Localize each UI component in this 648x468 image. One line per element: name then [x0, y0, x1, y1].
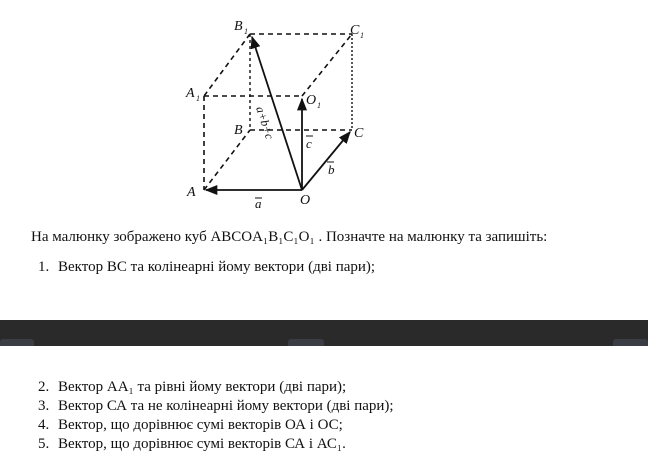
- task-text: Вектор АА₁ та рівні йому вектори (дві пари);: [58, 379, 347, 395]
- task-text: Вектор ВС та колінеарні йому вектори (дві пари);: [58, 259, 376, 275]
- label-o1-sub: 1: [317, 101, 321, 110]
- task-list-top: [38, 258, 375, 276]
- cube-figure: [170, 8, 390, 214]
- band-shape-right: [613, 339, 648, 346]
- edge-o1-c1: [302, 34, 352, 96]
- task-item-1: [38, 258, 375, 276]
- band-shape-left: [0, 339, 34, 346]
- cube-diagram: [170, 8, 390, 214]
- label-c: C: [354, 126, 364, 141]
- task-item-2: [38, 378, 394, 397]
- label-c1-sub: 1: [360, 31, 364, 40]
- dark-band: [0, 320, 648, 346]
- task-number: 4.: [38, 417, 50, 433]
- label-vector-a: a: [255, 196, 262, 211]
- task-number: 3.: [38, 398, 50, 414]
- label-o1: O: [306, 93, 317, 108]
- label-diagonal: a+b+c: [253, 104, 277, 141]
- task-text: Вектор, що дорівнює сумі векторів ОА і ОС;: [58, 417, 343, 433]
- label-b1-sub: 1: [244, 27, 248, 36]
- edge-a-b: [204, 130, 250, 190]
- edge-b1-a1: [204, 34, 250, 96]
- task-item-5: [38, 435, 394, 454]
- task-text: Вектор СА та не колінеарні йому вектори (дві пари);: [58, 398, 394, 414]
- label-a: A: [187, 185, 196, 200]
- label-c1: C: [350, 23, 360, 38]
- label-b: B: [234, 123, 243, 138]
- label-b1: B: [234, 19, 243, 34]
- band-shape-middle: [288, 339, 324, 346]
- task-number: 5.: [38, 436, 50, 452]
- label-o: O: [300, 193, 311, 208]
- task-text: Вектор, що дорівнює сумі векторів СА і АС₁.: [58, 436, 346, 452]
- task-number: 1.: [38, 259, 50, 275]
- intro-text: На малюнку зображено куб ABCOA₁B₁C₁O₁ . Позначте на малюнку та запишіть:: [31, 229, 548, 245]
- label-a1-sub: 1: [196, 94, 200, 103]
- label-a1: A: [186, 86, 195, 101]
- label-vector-b: b: [328, 162, 335, 177]
- task-list-bottom: [38, 378, 394, 454]
- task-item-4: [38, 416, 394, 435]
- label-vector-c: c: [306, 136, 312, 151]
- task-number: 2.: [38, 379, 50, 395]
- task-item-3: [38, 397, 394, 416]
